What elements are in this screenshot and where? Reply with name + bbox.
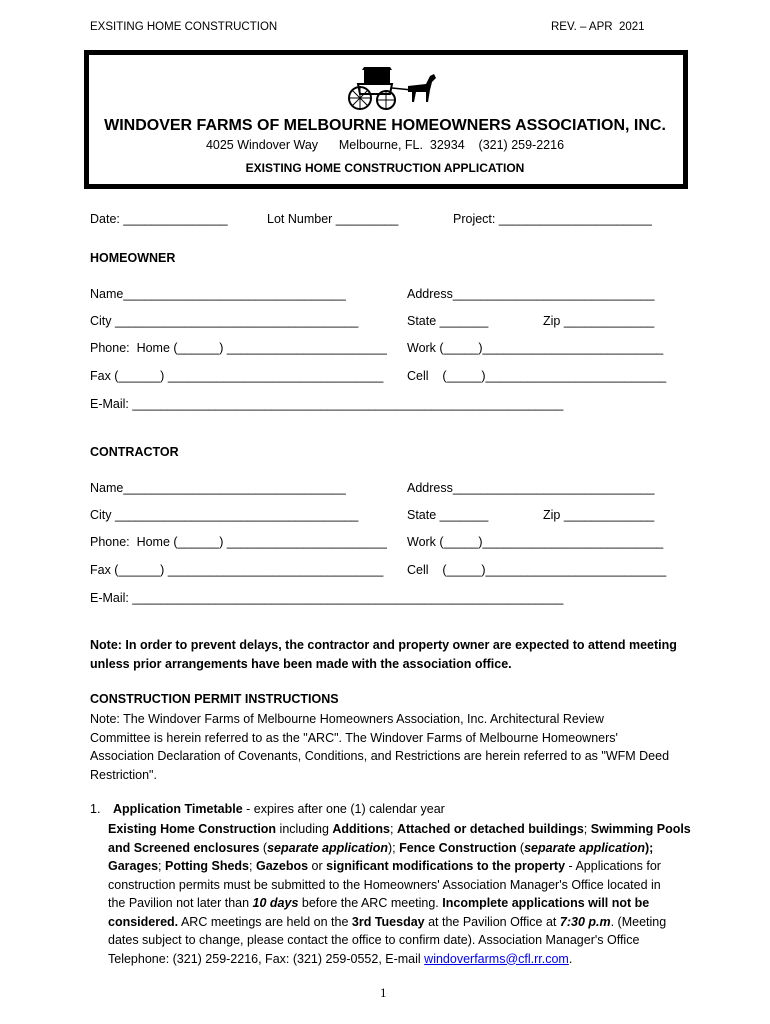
- date-field[interactable]: Date: _______________: [90, 212, 228, 226]
- homeowner-cell-field[interactable]: Cell (_____)__________________________: [407, 369, 667, 383]
- permit-instructions-heading: CONSTRUCTION PERMIT INSTRUCTIONS: [90, 692, 339, 706]
- homeowner-fax-field[interactable]: Fax (______) _______________________________: [90, 369, 384, 383]
- text-run: ARC meetings are held on the: [178, 914, 352, 929]
- item-1-line: [108, 950, 693, 969]
- item-1-title-rest: - expires after one (1) calendar year: [242, 802, 445, 816]
- text-run: or: [308, 859, 327, 873]
- term-separate-app: separate application: [524, 840, 645, 855]
- term-screened: and Screened enclosures: [108, 840, 260, 855]
- homeowner-state-field[interactable]: State _______: [407, 314, 489, 328]
- term-garages: Garages: [108, 859, 159, 873]
- page-number: 1: [380, 985, 387, 1000]
- header-left: EXSITING HOME CONSTRUCTION: [90, 21, 278, 33]
- item-1-title-line: [113, 802, 445, 816]
- term-pools: Swimming Pools: [590, 822, 691, 836]
- item-1-line: dates subject to change, please contact the office to confirm date). Association Manager's Office: [108, 933, 640, 947]
- term-gazebos: Gazebos: [255, 859, 309, 873]
- contractor-address-field[interactable]: Address_____________________________: [407, 481, 655, 495]
- contractor-email-field[interactable]: E-Mail: ______________________________________________________________: [90, 591, 564, 605]
- homeowner-address-field[interactable]: Address_____________________________: [407, 287, 655, 301]
- term-buildings: Attached or detached buildings: [396, 822, 584, 836]
- note-line-1: Note: In order to prevent delays, the contractor and property owner are expected to attend meeting: [90, 638, 677, 652]
- text-run: );: [644, 840, 654, 855]
- text-run: );: [387, 840, 400, 855]
- permit-instructions-text: [90, 710, 690, 784]
- email-link[interactable]: windoverfarms@cfl.rr.com: [424, 951, 569, 966]
- association-address: 4025 Windover Way Melbourne, FL. 32934 (321) 259-2216: [205, 138, 565, 152]
- permit-line: Restriction".: [90, 767, 157, 782]
- text-run: Telephone: (321) 259-2216, Fax: (321) 259-0552, E-mail: [108, 951, 425, 966]
- text-run: ;: [390, 822, 397, 836]
- contractor-cell-field[interactable]: Cell (_____)__________________________: [407, 563, 667, 577]
- text-run: at the Pavilion Office at: [424, 914, 560, 929]
- term-existing-home: Existing Home Construction: [108, 822, 277, 836]
- header-right: REV. – APR 2021: [551, 21, 645, 33]
- item-1-line: [108, 913, 693, 932]
- text-run: the Pavilion not later than: [108, 896, 253, 910]
- homeowner-phone-field[interactable]: Phone: Home (______) _______________________: [90, 341, 387, 355]
- permit-line: Association Declaration of Covenants, Conditions, and Restrictions are herein referred to as "WFM Deed: [90, 749, 670, 763]
- homeowner-zip-field[interactable]: Zip _____________: [543, 314, 655, 328]
- item-1-number: 1.: [90, 802, 101, 816]
- contractor-heading: CONTRACTOR: [90, 445, 179, 459]
- item-1-line: [108, 839, 693, 858]
- text-run: (: [516, 840, 525, 855]
- text-run: ;: [158, 859, 165, 873]
- homeowner-city-field[interactable]: City ___________________________________: [90, 314, 359, 328]
- lot-number-field[interactable]: Lot Number _________: [267, 212, 399, 226]
- contractor-state-field[interactable]: State _______: [407, 508, 489, 522]
- association-title: WINDOVER FARMS OF MELBOURNE HOMEOWNERS ASSOCIATION, INC.: [104, 117, 666, 134]
- term-additions: Additions: [332, 822, 391, 836]
- contractor-fax-field[interactable]: Fax (______) _______________________________: [90, 563, 384, 577]
- term-10-days: 10 days: [252, 896, 299, 910]
- homeowner-heading: HOMEOWNER: [90, 251, 176, 265]
- text-run: including: [276, 822, 333, 836]
- contractor-phone-field[interactable]: Phone: Home (______) _______________________: [90, 535, 387, 549]
- term-time: 7:30 p.m: [559, 914, 611, 929]
- permit-line: Committee is herein referred to as the "ARC". The Windover Farms of Melbourne Homeowners': [90, 730, 618, 745]
- text-run: - Applications for: [565, 859, 661, 873]
- text-run: ;: [249, 859, 256, 873]
- term-incomplete: Incomplete applications will not be: [442, 896, 650, 910]
- text-run: .: [568, 951, 573, 966]
- horse-and-buggy-logo: [346, 62, 438, 112]
- contractor-name-field[interactable]: Name________________________________: [90, 481, 346, 495]
- term-separate-app: separate application: [267, 840, 388, 855]
- term-modifications: significant modifications to the property: [326, 859, 566, 873]
- text-run: (: [259, 840, 268, 855]
- item-1-body: [108, 820, 693, 968]
- homeowner-work-field[interactable]: Work (_____)__________________________: [407, 341, 664, 355]
- term-considered: considered.: [108, 914, 179, 929]
- contractor-city-field[interactable]: City ___________________________________: [90, 508, 359, 522]
- text-run: . (Meeting: [610, 914, 667, 929]
- item-1-line: [108, 894, 693, 913]
- item-1-line: [108, 857, 693, 876]
- item-1-title: Application Timetable: [113, 802, 243, 816]
- project-field[interactable]: Project: ______________________: [453, 212, 652, 226]
- contractor-zip-field[interactable]: Zip _____________: [543, 508, 655, 522]
- term-potting-sheds: Potting Sheds: [164, 859, 250, 873]
- contractor-work-field[interactable]: Work (_____)__________________________: [407, 535, 664, 549]
- term-fence: Fence Construction: [399, 840, 517, 855]
- text-run: ;: [583, 822, 591, 836]
- attendance-note: [90, 636, 690, 673]
- homeowner-name-field[interactable]: Name________________________________: [90, 287, 346, 301]
- item-1-line: [108, 820, 693, 839]
- item-1-line: construction permits must be submitted to the Homeowners' Association Manager's Office located in: [108, 877, 661, 892]
- homeowner-email-field[interactable]: E-Mail: ______________________________________________________________: [90, 397, 564, 411]
- note-line-2: unless prior arrangements have been made with the association office.: [90, 656, 512, 671]
- permit-line: Note: The Windover Farms of Melbourne Homeowners Association, Inc. Architectural Review: [90, 712, 604, 726]
- text-run: before the ARC meeting.: [298, 896, 443, 910]
- term-3rd-tuesday: 3rd Tuesday: [351, 914, 425, 929]
- form-subtitle: EXISTING HOME CONSTRUCTION APPLICATION: [245, 161, 525, 175]
